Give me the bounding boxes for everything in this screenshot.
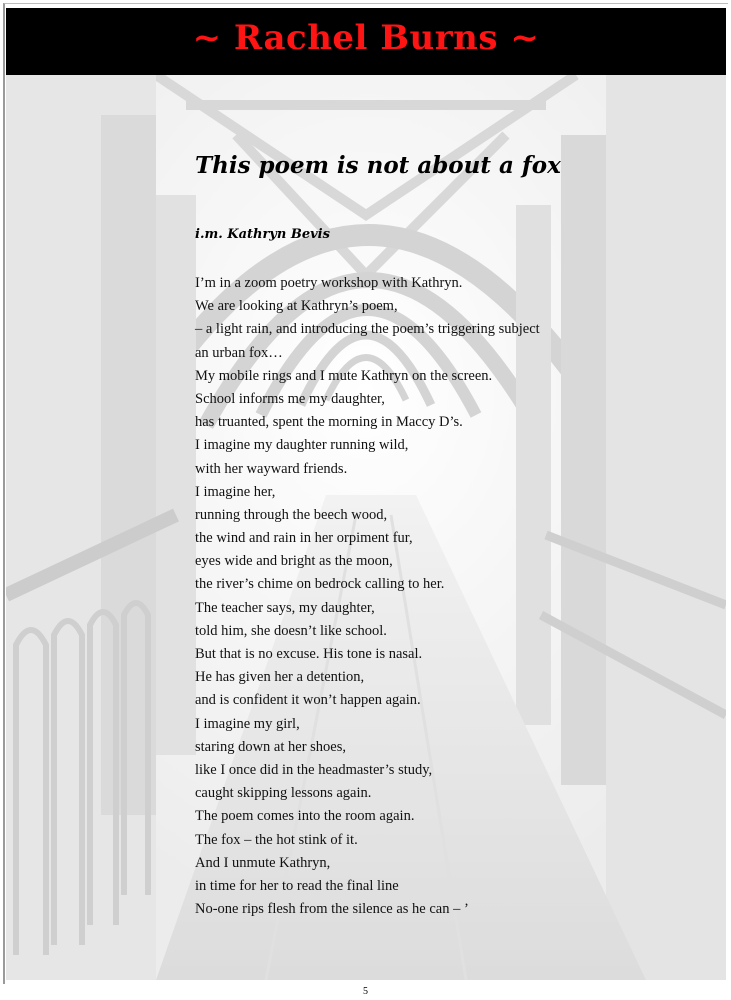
poem-line: the river’s chime on bedrock calling to her. — [195, 576, 445, 593]
poem-dedication: i.m. Kathryn Bevis — [195, 227, 330, 242]
poem-line: I imagine my daughter running wild, — [195, 437, 409, 454]
poem-line: told him, she doesn’t like school. — [195, 622, 387, 639]
author-name-heading: ~ Rachel Burns ~ — [192, 18, 540, 58]
poem-line: No-one rips flesh from the silence as he can – ’ — [195, 901, 469, 918]
poem-line: My mobile rings and I mute Kathryn on the screen. — [195, 367, 493, 384]
poem-line: I imagine my girl, — [195, 715, 300, 732]
poem-line: and is confident it won’t happen again. — [195, 692, 421, 709]
poem-line: I imagine her, — [195, 483, 276, 500]
poem-line: the wind and rain in her orpiment fur, — [195, 530, 413, 547]
poem-line: has truanted, spent the morning in Maccy D’s. — [195, 414, 463, 431]
poem-line: like I once did in the headmaster’s study, — [195, 761, 433, 778]
poem-line: caught skipping lessons again. — [195, 785, 372, 802]
poem-line: in time for her to read the final line — [195, 877, 399, 894]
poem-line: The poem comes into the room again. — [195, 808, 415, 825]
poem-line: – a light rain, and introducing the poem’s triggering subject — [195, 321, 540, 338]
poem-line: I’m in a zoom poetry workshop with Kathryn. — [195, 275, 463, 291]
poem-title: This poem is not about a fox — [195, 152, 561, 179]
poem-line: The fox – the hot stink of it. — [195, 831, 358, 848]
poem-line: staring down at her shoes, — [195, 738, 347, 755]
poem-body — [195, 272, 615, 921]
poem-line: running through the beech wood, — [195, 506, 388, 523]
poem-line: And I unmute Kathryn, — [195, 854, 331, 871]
poem-line: an urban fox… — [195, 344, 283, 361]
page-number: 5 — [363, 986, 368, 997]
poem-line: The teacher says, my daughter, — [195, 599, 375, 616]
poem-line: But that is no excuse. His tone is nasal. — [195, 646, 423, 662]
poem-line: with her wayward friends. — [195, 460, 348, 477]
poem-line: We are looking at Kathryn’s poem, — [195, 298, 398, 315]
poem-line: School informs me my daughter, — [195, 390, 385, 407]
header-banner — [6, 8, 726, 75]
poem-line: He has given her a detention, — [195, 669, 365, 686]
poem-line: eyes wide and bright as the moon, — [195, 553, 393, 570]
